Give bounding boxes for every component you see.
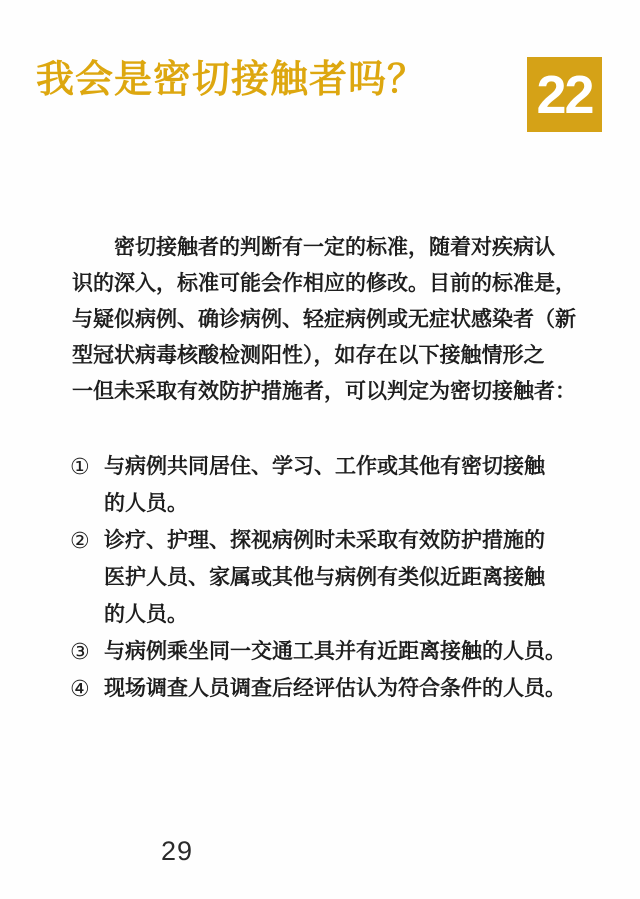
criteria-list: [70, 448, 566, 707]
circled-number-2: ②: [70, 528, 90, 553]
paragraph-line: 一但未采取有效防护措施者，可以判定为密切接触者：: [72, 380, 576, 403]
list-item: [70, 448, 545, 522]
circled-number-1: ①: [70, 454, 90, 479]
paragraph-line: 识的深入，标准可能会作相应的修改。目前的标准是，: [72, 272, 576, 295]
list-item: [70, 633, 566, 670]
paragraph-line: 密切接触者的判断有一定的标准，随着对疾病认: [114, 236, 555, 259]
page-number: 29: [161, 836, 194, 866]
list-item-line: 的人员。: [104, 603, 188, 626]
list-item-line: 诊疗、护理、探视病例时未采取有效防护措施的: [104, 529, 545, 552]
page-title: 我会是密切接触者吗？: [36, 59, 427, 101]
paragraph-line: 型冠状病毒核酸检测阳性），如存在以下接触情形之: [72, 344, 545, 367]
list-item-line: 医护人员、家属或其他与病例有类似近距离接触: [104, 566, 545, 589]
list-item-text: [104, 670, 566, 707]
chapter-number: 22: [536, 64, 593, 125]
circled-number-3: ③: [70, 639, 90, 664]
list-item: [70, 670, 566, 707]
list-item-line: 与病例乘坐同一交通工具并有近距离接触的人员。: [104, 640, 566, 663]
list-item-text: [104, 633, 566, 670]
list-item-line: 的人员。: [104, 492, 188, 515]
list-item-line: 与病例共同居住、学习、工作或其他有密切接触: [104, 455, 545, 478]
list-item-text: [104, 522, 545, 633]
chapter-number-badge: [527, 57, 602, 132]
circled-number-4: ④: [70, 676, 90, 701]
paragraph-line: 与疑似病例、确诊病例、轻症病例或无症状感染者（新: [72, 308, 576, 331]
list-item-line: 现场调查人员调查后经评估认为符合条件的人员。: [104, 677, 566, 700]
intro-paragraph: [72, 230, 576, 410]
list-item-text: [104, 448, 545, 522]
list-item: [70, 522, 545, 633]
